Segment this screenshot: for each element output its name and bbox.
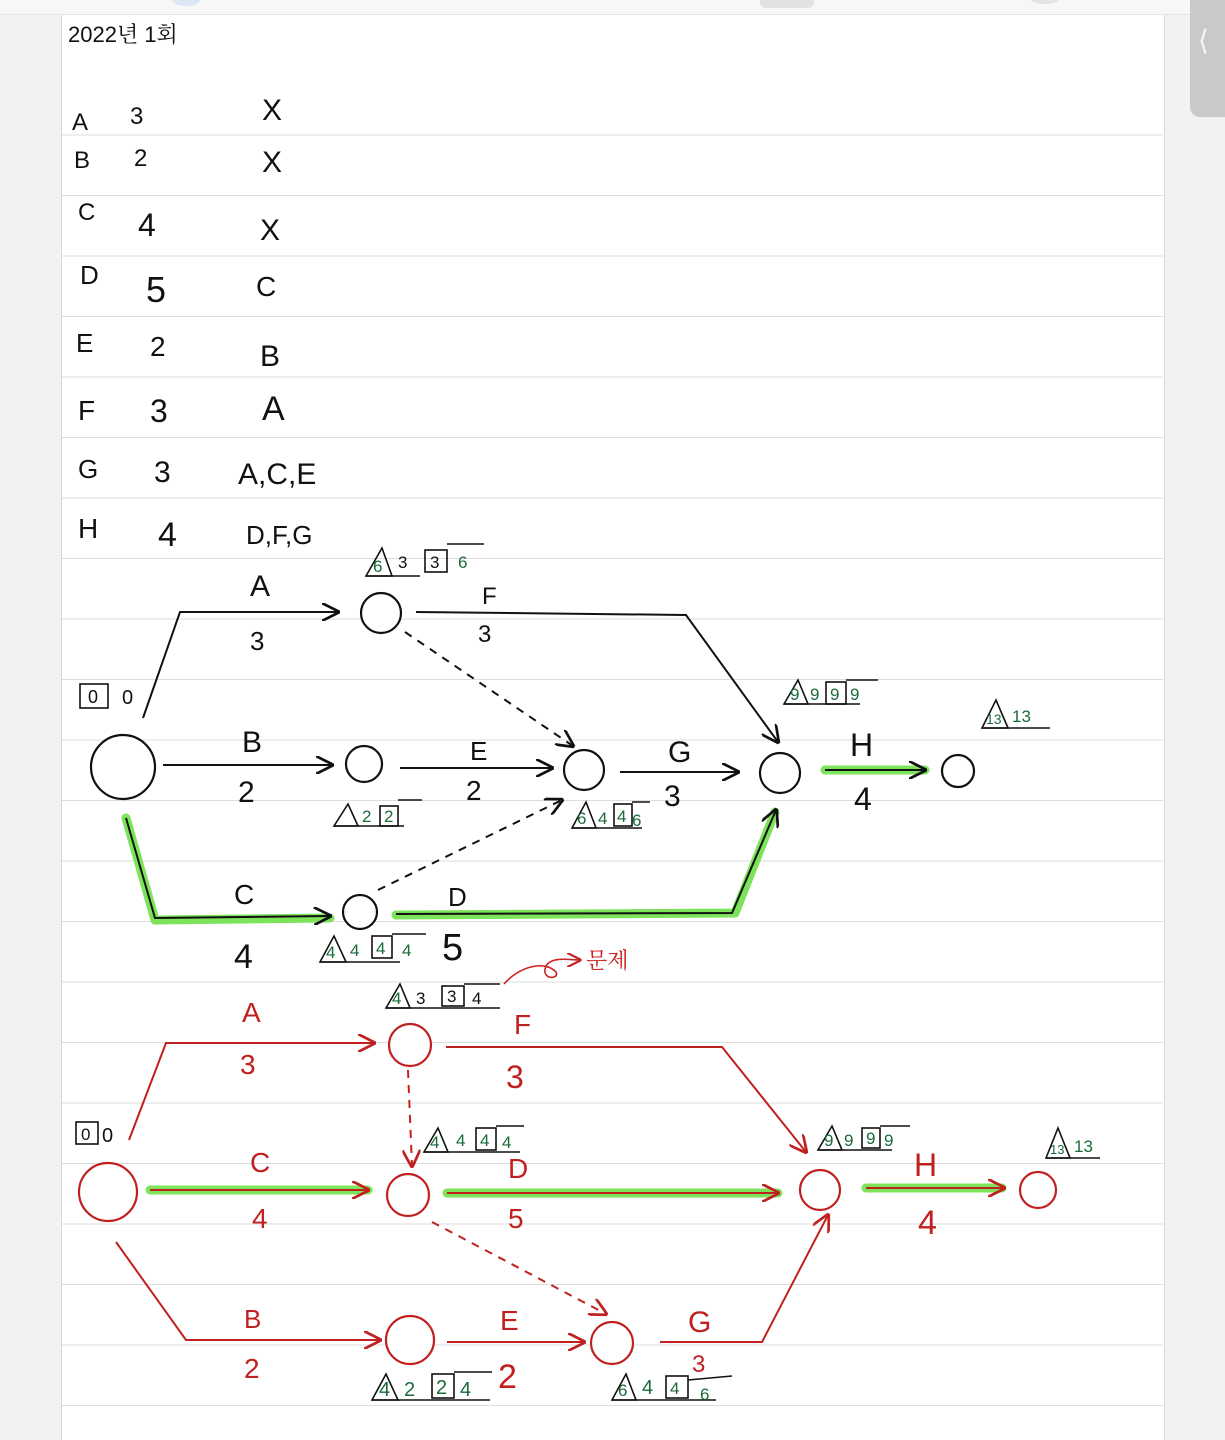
earliest-start: 3 [398,553,408,572]
activity-label: H [850,727,874,763]
event-node [346,746,382,782]
page-title: 2022년 1회 [68,22,178,47]
earliest-start: 2 [384,807,394,826]
predecessor-cell: X [262,94,283,127]
latest-finish: 13 [986,711,1002,727]
activity-duration: 5 [442,927,464,969]
duration-cell: 2 [150,331,166,362]
activity-label: D [448,882,467,912]
activity-duration: 4 [918,1204,937,1242]
predecessor-cell: B [260,340,281,373]
earliest-start: 13 [1012,707,1031,726]
chevron-left-icon: ⟨ [1198,24,1209,57]
table-row [78,454,316,491]
latest-finish: 9 [790,685,800,704]
table-row [74,145,282,179]
activity-cell: C [78,199,96,226]
node-time-label [982,700,1050,728]
latest-finish: 13 [1050,1142,1065,1157]
latest-start: 6 [700,1385,710,1404]
node-time-label [386,984,500,1008]
activity-label: A [250,570,271,603]
duration-cell: 2 [134,145,148,172]
activity-cell: F [78,395,96,426]
predecessor-cell: D,F,G [246,520,313,550]
predecessor-cell: A [262,390,285,428]
latest-start: 4 [502,1133,512,1152]
node-time-label [784,680,878,704]
activity-duration: 3 [478,621,492,648]
earliest-finish: 4 [376,939,386,958]
activity-duration: 2 [466,775,482,806]
node-time-label [1046,1128,1100,1158]
table-row [80,260,276,310]
activity-duration: 5 [508,1203,524,1234]
node-time-label [76,1122,113,1147]
latest-start: 4 [472,989,482,1008]
node-time-label [424,1126,524,1152]
event-node [343,895,377,929]
node-time-label [320,934,426,962]
activity-label: D [508,1153,529,1184]
activity-label: H [914,1147,938,1183]
ruled-lines [62,135,1163,1406]
earliest-start: 4 [642,1377,654,1399]
event-node [386,1316,434,1364]
activity-duration: 3 [250,626,265,656]
latest-start: 6 [458,553,468,572]
activity-label: B [242,726,263,759]
activity-label: A [242,997,261,1028]
dummy-arrow [408,1070,412,1166]
predecessor-cell: X [260,214,281,247]
event-node [361,593,401,633]
predecessor-cell: X [262,146,283,179]
event-node [591,1322,633,1364]
activity-cell: E [76,328,94,358]
dummy-arrow [432,1222,606,1314]
activity-arrow-g [660,1215,828,1342]
node-time-label [334,800,422,826]
event-node-end [942,755,974,787]
activity-duration: 2 [244,1353,260,1384]
table-row [78,199,280,247]
latest-finish: 4 [430,1133,440,1152]
activity-duration: 4 [234,938,253,976]
duration-cell: 3 [150,393,168,429]
earliest-finish: 3 [430,553,440,572]
activity-label: C [234,879,255,910]
duration-cell: 5 [146,269,167,310]
activity-duration: 4 [252,1203,268,1234]
activity-label: G [668,736,692,769]
activity-duration: 2 [238,776,255,809]
dummy-arrow [405,632,573,746]
activity-cell: D [80,260,99,290]
table-row [76,328,280,373]
latest-finish: 4 [326,943,336,962]
activity-arrow-a [143,612,338,718]
node-time-label [80,684,133,709]
note-text: 문제 [586,949,629,974]
duration-cell: 3 [130,103,144,130]
activity-duration: 3 [664,780,681,813]
latest-finish: 2 [362,807,372,826]
activity-cell: A [72,109,89,136]
activity-label: F [514,1009,532,1040]
node-time-label [366,544,484,576]
earliest-start: 9 [810,685,820,704]
activity-arrow-c [126,818,330,918]
latest-finish: 4 [392,989,402,1008]
latest-finish: 9 [824,1131,834,1150]
activity-duration: 2 [498,1358,517,1396]
earliest-start: 4 [598,809,608,828]
problem-annotation [504,949,629,984]
event-node-end [1020,1172,1056,1208]
earliest-start: 2 [404,1379,416,1401]
activity-arrow-f [446,1047,806,1152]
latest-start: 4 [460,1379,472,1401]
node-time-label [612,1374,732,1404]
earliest-finish: 9 [830,685,840,704]
duration-cell: 4 [138,207,156,243]
earliest-start: 13 [1074,1137,1093,1156]
activity-duration: 4 [854,781,872,817]
node-time-label [372,1372,492,1401]
duration-cell: 3 [154,456,171,489]
activity-duration: 3 [692,1351,706,1378]
node-time-label [818,1126,910,1150]
latest-finish: 6 [618,1381,628,1400]
activity-label: E [470,736,488,766]
activity-duration: 3 [506,1059,524,1095]
table-row [78,390,285,429]
earliest-start: 3 [416,989,426,1008]
earliest-start: 0 [88,687,99,707]
earliest-start: 9 [844,1131,854,1150]
earliest-finish: 4 [617,807,627,826]
activity-label: E [500,1305,519,1336]
event-node [564,750,604,790]
latest-start: 9 [884,1131,894,1150]
activity-label: G [688,1306,712,1339]
node-time-label [572,802,650,830]
earliest-start: 4 [350,941,360,960]
activity-duration: 3 [240,1049,256,1080]
event-node-start [79,1163,137,1221]
network-diagram-2 [76,949,1100,1404]
event-node [389,1024,431,1066]
earliest-finish: 4 [480,1131,490,1150]
earliest-finish: 0 [102,1125,114,1147]
event-node [800,1170,840,1210]
latest-finish: 4 [379,1379,391,1401]
latest-finish: 6 [577,809,587,828]
latest-start: 9 [850,685,860,704]
event-node-start [91,735,155,799]
activity-cell: G [78,454,99,484]
latest-start: 6 [632,811,642,830]
network-diagram-1 [80,544,1050,976]
table-row [72,94,282,136]
earliest-finish: 2 [436,1377,448,1399]
table-row [78,513,312,554]
activity-cell: H [78,513,99,544]
earliest-finish: 3 [447,987,457,1006]
event-node [387,1174,429,1216]
activity-cell: B [74,147,91,174]
earliest-finish: 0 [122,687,134,709]
activity-label: B [244,1304,262,1334]
earliest-finish: 9 [866,1129,876,1148]
dummy-arrow [378,800,562,890]
duration-cell: 4 [158,516,177,554]
earliest-start: 4 [456,1131,466,1150]
earliest-start: 0 [81,1125,91,1144]
predecessor-cell: C [256,271,277,302]
latest-finish: 6 [373,557,383,576]
event-node [760,753,800,793]
latest-start: 4 [402,941,412,960]
activity-label: F [482,583,497,610]
activity-table [72,94,316,554]
earliest-finish: 4 [670,1379,680,1398]
activity-label: C [250,1147,271,1178]
predecessor-cell: A,C,E [238,458,317,491]
